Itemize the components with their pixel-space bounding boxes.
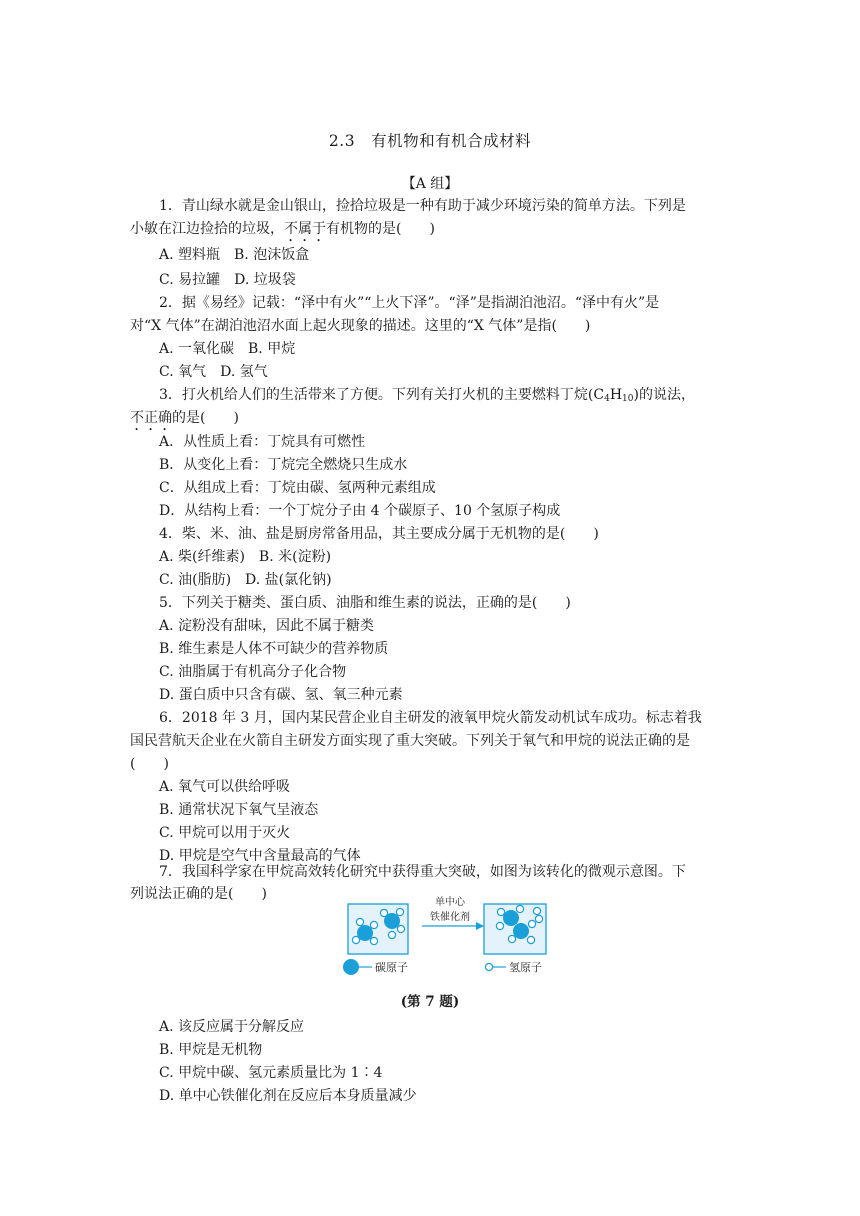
figure-caption: (第 7 题) <box>400 994 460 1010</box>
q3-option-c: C．从组成上看：丁烷由碳、氢两种元素组成 <box>159 480 436 496</box>
q2-options-cd: C. 氧气 D. 氢气 <box>159 364 268 380</box>
q4-stem-line1: 4．柴、米、油、盐是厨房常备用品，其主要成分属于无机物的是( ) <box>159 526 599 542</box>
arrow-head-icon <box>476 922 484 930</box>
q3-option-a: A．从性质上看：丁烷具有可燃性 <box>159 434 366 450</box>
q5-option-d: D. 蛋白质中只含有碳、氢、氧三种元素 <box>159 687 403 703</box>
q7-stem-line1: 7．我国科学家在甲烷高效转化研究中获得重大突破，如图为该转化的微观示意图。下 <box>159 864 686 880</box>
q6-option-a: A. 氧气可以供给呼吸 <box>159 779 291 795</box>
q5-option-b: B. 维生素是人体不可缺少的营养物质 <box>159 641 389 657</box>
reaction-diagram <box>340 896 560 980</box>
legend-carbon-label: 碳原子 <box>375 961 408 974</box>
q3-option-b: B．从变化上看：丁烷完全燃烧只生成水 <box>159 457 408 473</box>
q6-option-b: B. 通常状况下氧气呈液态 <box>159 802 319 818</box>
q2-stem-line1: 2．据《易经》记载：“泽中有火”“上火下泽”。“泽”是指湖泊池沼。“泽中有火”是 <box>159 295 660 311</box>
q4-options-cd: C. 油(脂肪) D. 盐(氯化钠) <box>159 572 332 588</box>
q1-stem-line1: 1．青山绿水就是金山银山，捡拾垃圾是一种有助于减少环境污染的简单方法。下列是 <box>159 198 686 214</box>
q1-stem-line2: 小敏在江边捡拾的垃圾，不属于有机物的是( ) <box>130 221 435 237</box>
legend-hydrogen-label: 氢原子 <box>509 961 542 974</box>
group-heading: 【A 组】 <box>401 176 459 192</box>
emphasis-text: 不属于 <box>284 221 326 237</box>
q3-stem-line2: 不正确的是( ) <box>130 410 239 426</box>
q3-option-d: D．从结构上看：一个丁烷分子由 4 个碳原子、10 个氢原子构成 <box>159 503 561 519</box>
q7-option-c: C. 甲烷中碳、氢元素质量比为 1∶4 <box>159 1065 383 1081</box>
q3-stem-line1: 3．打火机给人们的生活带来了方便。下列有关打火机的主要燃料丁烷$(C_4H_{10})$的说法， <box>159 387 695 404</box>
catalyst-label-line2: 铁催化剂 <box>430 912 470 923</box>
q6-option-d: D. 甲烷是空气中含量最高的气体 <box>159 848 361 864</box>
q2-options-ab: A. 一氧化碳 B. 甲烷 <box>159 341 296 357</box>
page-title: 2.3 有机物和有机合成材料 <box>328 132 532 150</box>
q5-option-a: A. 淀粉没有甜味，因此不属于糖类 <box>159 618 375 634</box>
q7-stem-line2: 列说法正确的是( ) <box>130 886 267 902</box>
q5-stem-line1: 5．下列关于糖类、蛋白质、油脂和维生素的说法，正确的是( ) <box>159 595 571 611</box>
q7-option-d: D. 单中心铁催化剂在反应后本身质量减少 <box>159 1088 417 1104</box>
q5-option-c: C. 油脂属于有机高分子化合物 <box>159 664 347 680</box>
q1-options-cd: C. 易拉罐 D. 垃圾袋 <box>159 272 296 288</box>
q4-options-ab: A. 柴(纤维素) B. 米(淀粉) <box>159 549 332 565</box>
q6-stem-line3: ( ) <box>130 756 169 772</box>
q1-options-ab: A. 塑料瓶 B. 泡沫饭盒 <box>159 247 310 263</box>
q6-option-c: C. 甲烷可以用于灭火 <box>159 825 291 841</box>
q7-option-b: B. 甲烷是无机物 <box>159 1042 263 1058</box>
hydrogen-atom-legend-icon <box>485 963 492 970</box>
q2-stem-line2: 对“X 气体”在湖泊池沼水面上起火现象的描述。这里的“X 气体”是指( ) <box>130 318 591 334</box>
q6-stem-line2: 国民营航天企业在火箭自主研发方面实现了重大突破。下列关于氧气和甲烷的说法正确的是 <box>130 733 690 749</box>
carbon-atom-legend-icon <box>343 959 359 975</box>
q6-stem-line1: 6．2018 年 3 月，国内某民营企业自主研发的液氧甲烷火箭发动机试车成功。标志着我 <box>159 710 702 726</box>
catalyst-label-line1: 单中心 <box>435 897 465 908</box>
emphasis-text: 不正确 <box>130 410 172 426</box>
q7-option-a: A. 该反应属于分解反应 <box>159 1019 305 1035</box>
